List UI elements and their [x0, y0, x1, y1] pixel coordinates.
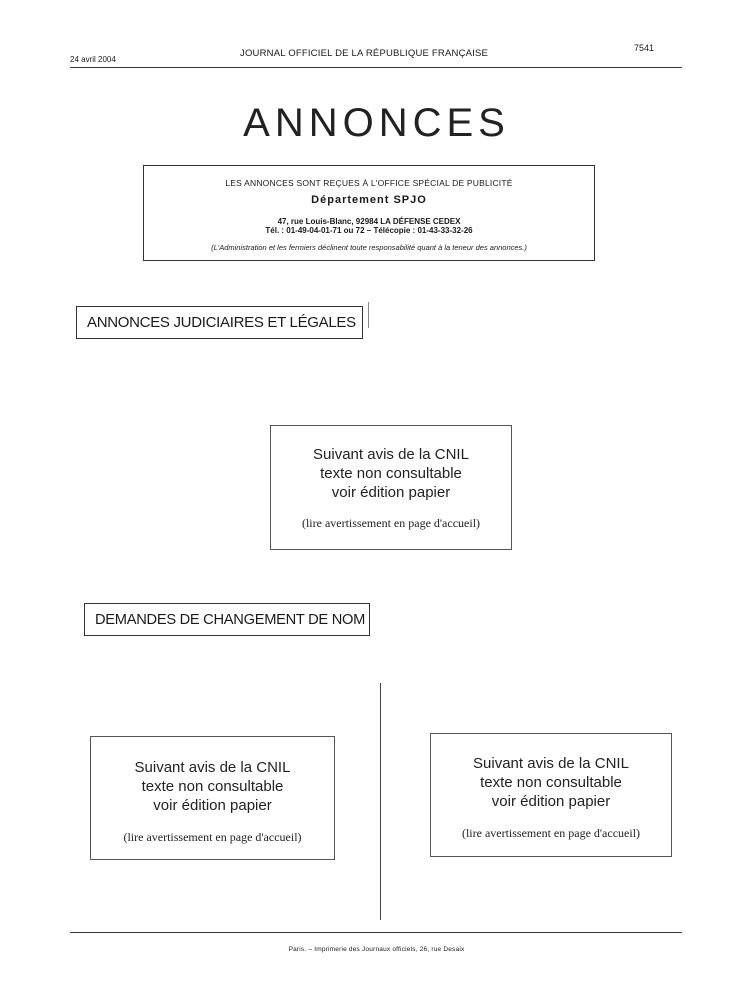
cnil-notice-line2: texte non consultable — [141, 778, 284, 795]
header-date: 24 avril 2004 — [70, 55, 116, 64]
cnil-notice-note: (lire avertissement en page d'accueil) — [123, 830, 302, 844]
phone-line: Tél. : 01-49-04-01-71 ou 72 – Télécopie : 01-43-33-32-26 — [265, 226, 473, 235]
cnil-notice-box — [90, 736, 335, 860]
cnil-notice-line2: texte non consultable — [480, 774, 622, 791]
page-number: 7541 — [634, 43, 655, 53]
cnil-notice-note: (lire avertissement en page d'accueil) — [461, 826, 641, 840]
cnil-notice-line1: Suivant avis de la CNIL — [134, 759, 291, 776]
section-tick-mark — [368, 302, 369, 328]
cnil-notice-line3: voir édition papier — [331, 484, 451, 501]
section-annonces-judiciaires: ANNONCES JUDICIAIRES ET LÉGALES — [76, 306, 363, 339]
page-title: ANNONCES — [243, 101, 510, 145]
cnil-notice-box — [430, 733, 672, 857]
cnil-notice-line2: texte non consultable — [320, 465, 462, 482]
header-rule — [70, 67, 682, 68]
cnil-notice-note: (lire avertissement en page d'accueil) — [301, 516, 481, 530]
cnil-notice-line3: voir édition papier — [153, 797, 272, 814]
journal-title: JOURNAL OFFICIEL DE LA RÉPUBLIQUE FRANÇAISE — [240, 48, 489, 59]
address-line: 47, rue Louis-Blanc, 92984 LA DÉFENSE CEDEX — [277, 217, 461, 226]
publicity-office-box — [143, 165, 595, 261]
section-changement-de-nom: DEMANDES DE CHANGEMENT DE NOM — [84, 603, 370, 636]
cnil-notice-line1: Suivant avis de la CNIL — [473, 755, 629, 772]
cnil-notice-line1: Suivant avis de la CNIL — [313, 446, 469, 463]
column-divider — [380, 683, 381, 920]
department-line: Département SPJO — [311, 194, 427, 206]
disclaimer-line: (L'Administration et les fermiers déclinent toute responsabilité quant à la teneur des annonces.) — [211, 243, 527, 252]
office-line: LES ANNONCES SONT REÇUES À L'OFFICE SPÉCIAL DE PUBLICITÉ — [225, 178, 513, 188]
cnil-notice-box — [270, 425, 512, 550]
cnil-notice-line3: voir édition papier — [491, 793, 611, 810]
footer-rule — [70, 932, 682, 933]
printer-footer: Paris. – Imprimerie des Journaux officiels, 26, rue Desaix — [288, 946, 465, 953]
